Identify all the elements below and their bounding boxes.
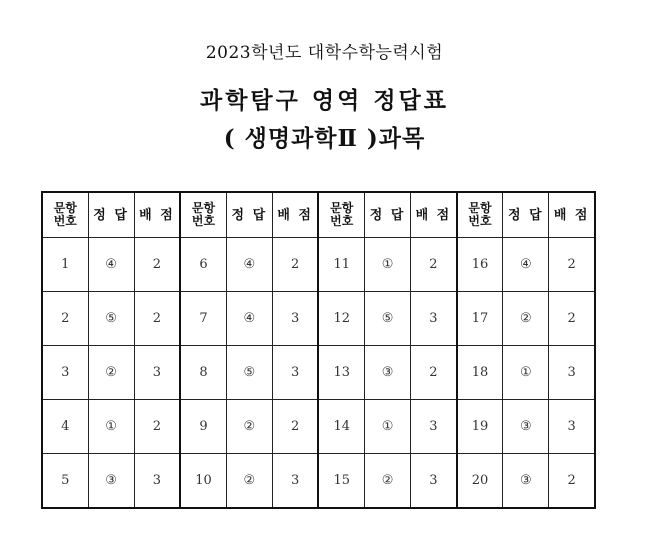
answer-cell: ① — [365, 400, 411, 454]
points-cell: 3 — [549, 346, 595, 400]
question-number: 17 — [457, 292, 503, 346]
points-cell: 2 — [411, 238, 457, 292]
answer-key-title: 과학탐구 영역 정답표 — [200, 87, 449, 114]
answer-cell: ① — [503, 346, 549, 400]
points-cell: 2 — [549, 454, 595, 509]
answer-cell: ② — [226, 454, 272, 509]
answer-cell: ② — [88, 346, 134, 400]
answer-cell: ① — [365, 238, 411, 292]
question-number: 9 — [180, 400, 226, 454]
question-number: 20 — [457, 454, 503, 509]
header-answer: 정 답 — [365, 192, 411, 238]
answer-cell: ② — [226, 400, 272, 454]
header-question-no: 문항 번호 — [180, 192, 226, 238]
table-row — [42, 400, 595, 454]
answer-cell: ③ — [88, 454, 134, 509]
answer-table-body — [42, 238, 595, 509]
table-row — [42, 238, 595, 292]
points-cell: 3 — [134, 346, 180, 400]
question-number: 19 — [457, 400, 503, 454]
points-cell: 3 — [411, 292, 457, 346]
points-cell: 2 — [134, 238, 180, 292]
points-cell: 3 — [272, 292, 318, 346]
answer-cell: ③ — [365, 346, 411, 400]
answer-cell: ④ — [503, 238, 549, 292]
question-number: 3 — [42, 346, 88, 400]
question-number: 13 — [318, 346, 364, 400]
points-cell: 2 — [134, 400, 180, 454]
points-cell: 3 — [411, 400, 457, 454]
question-number: 5 — [42, 454, 88, 509]
header-question-no: 문항 번호 — [42, 192, 88, 238]
points-cell: 2 — [549, 238, 595, 292]
table-row — [42, 292, 595, 346]
answer-cell: ① — [88, 400, 134, 454]
header-points: 배 점 — [411, 192, 457, 238]
points-cell: 2 — [272, 400, 318, 454]
points-cell: 3 — [411, 454, 457, 509]
header-answer: 정 답 — [88, 192, 134, 238]
question-number: 16 — [457, 238, 503, 292]
table-row — [42, 454, 595, 509]
question-number: 12 — [318, 292, 364, 346]
question-number: 15 — [318, 454, 364, 509]
question-number: 1 — [42, 238, 88, 292]
points-cell: 2 — [411, 346, 457, 400]
answer-cell: ④ — [226, 292, 272, 346]
answer-cell: ④ — [88, 238, 134, 292]
points-cell: 2 — [549, 292, 595, 346]
subject-title: ( 생명과학Ⅱ )과목 — [223, 125, 426, 152]
answer-cell: ③ — [503, 400, 549, 454]
answer-cell: ③ — [503, 454, 549, 509]
header-answer: 정 답 — [503, 192, 549, 238]
question-number: 4 — [42, 400, 88, 454]
table-row — [42, 346, 595, 400]
header-row — [42, 192, 595, 238]
points-cell: 3 — [134, 454, 180, 509]
answer-cell: ⑤ — [88, 292, 134, 346]
points-cell: 2 — [272, 238, 318, 292]
points-cell: 3 — [272, 454, 318, 509]
points-cell: 3 — [272, 346, 318, 400]
header-points: 배 점 — [272, 192, 318, 238]
question-number: 18 — [457, 346, 503, 400]
header-question-no: 문항 번호 — [318, 192, 364, 238]
answer-cell: ② — [365, 454, 411, 509]
header-question-no: 문항 번호 — [457, 192, 503, 238]
answer-cell: ④ — [226, 238, 272, 292]
points-cell: 2 — [134, 292, 180, 346]
exam-title: 2023학년도 대학수학능력시험 — [205, 43, 444, 63]
header-points: 배 점 — [549, 192, 595, 238]
answer-cell: ⑤ — [226, 346, 272, 400]
question-number: 7 — [180, 292, 226, 346]
question-number: 8 — [180, 346, 226, 400]
question-number: 11 — [318, 238, 364, 292]
question-number: 6 — [180, 238, 226, 292]
header-points: 배 점 — [134, 192, 180, 238]
question-number: 14 — [318, 400, 364, 454]
question-number: 10 — [180, 454, 226, 509]
answer-cell: ⑤ — [365, 292, 411, 346]
points-cell: 3 — [549, 400, 595, 454]
answer-cell: ② — [503, 292, 549, 346]
header-answer: 정 답 — [226, 192, 272, 238]
answer-table — [41, 191, 596, 509]
question-number: 2 — [42, 292, 88, 346]
